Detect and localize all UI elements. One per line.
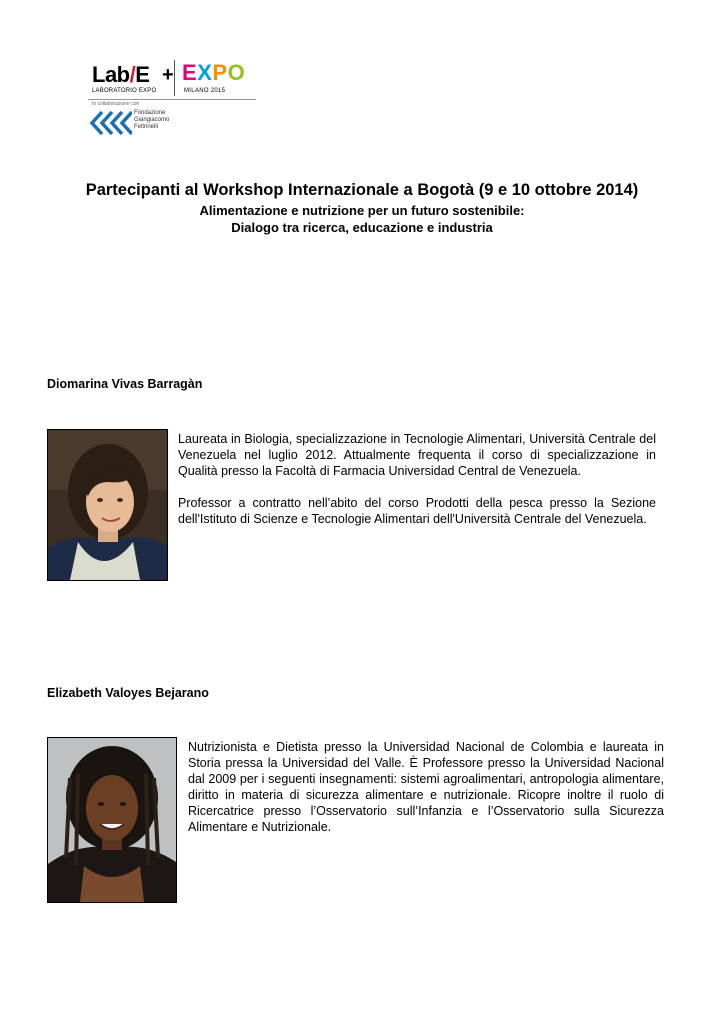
expo-letter: X xyxy=(197,60,213,85)
expo-letter: O xyxy=(227,60,246,85)
participant-name: Diomarina Vivas Barragàn xyxy=(47,377,203,391)
bio-paragraph: Nutrizionista e Dietista presso la Universidad Nacional de Colombia e laureata in Storia pressa la Universidad del Valle. È Professore presso la Universidad Nacional dal 2009 per i seguenti insegnamenti: sistemi agroalimentari, antropologia alimentare, diritto in materia di sicurezza alimentare e nutrizionale. Ricopre inoltre il ruolo di Ricercatrice presso l’Osservatorio sull’Infanzia e l’Osservatorio sulla Sicurezza Alimentare e Nutrizionale. xyxy=(188,740,664,834)
feltrinelli-chevrons-icon xyxy=(90,108,132,138)
bio-paragraph: Professor a contratto nell’abito del corso Prodotti della pesca presso la Sezione dell'Istituto di Scienze e Tecnologie Alimentari dell'Università Centrale del Venezuela. xyxy=(178,496,656,526)
portrait-image xyxy=(48,430,167,580)
logo-divider xyxy=(174,60,175,96)
expo-letter: E xyxy=(182,60,198,85)
expo-logo xyxy=(182,62,245,84)
participant-photo-second xyxy=(47,737,177,903)
bio-paragraph: Laureata in Biologia, specializzazione in Tecnologie Alimentari, Università Centrale del Venezuela nel luglio 2012. Attualmente frequenta il corso di specializzazione in Qualità presso la Facoltà di Farmacia Universidad Central de Venezuela. xyxy=(178,432,656,478)
labe-caption: LABORATORIO EXPO xyxy=(92,88,157,94)
page-subtitle: Alimentazione e nutrizione per un futuro sostenibile: xyxy=(199,203,525,218)
page-title: Partecipanti al Workshop Internazionale a Bogotà (9 e 10 ottobre 2014) xyxy=(85,181,639,199)
foundation-line: Fondazione xyxy=(134,110,166,116)
foundation-name xyxy=(134,110,169,131)
labe-logo xyxy=(92,64,149,86)
portrait-image xyxy=(48,738,176,902)
labe-slash: / xyxy=(129,62,136,87)
participant-name-second: Elizabeth Valoyes Bejarano xyxy=(47,686,209,700)
logo-plus: + xyxy=(162,64,174,86)
collaboration-caption: In collaborazione con xyxy=(92,101,140,107)
header-logo xyxy=(88,58,260,144)
page-subtitle-second: Dialogo tra ricerca, educazione e industria xyxy=(231,220,493,235)
expo-caption: MILANO 2015 xyxy=(184,88,226,94)
foundation-line: Feltrinelli xyxy=(134,124,159,130)
expo-wordmark xyxy=(182,60,245,85)
labe-wordmark: Lab/E xyxy=(92,62,150,87)
expo-letter: P xyxy=(212,60,228,85)
participant-photo xyxy=(47,429,168,581)
participant-bio-second xyxy=(188,739,664,835)
participant-bio xyxy=(178,431,656,527)
logo-separator xyxy=(88,99,256,100)
foundation-line: Giangiacomo xyxy=(134,117,170,123)
